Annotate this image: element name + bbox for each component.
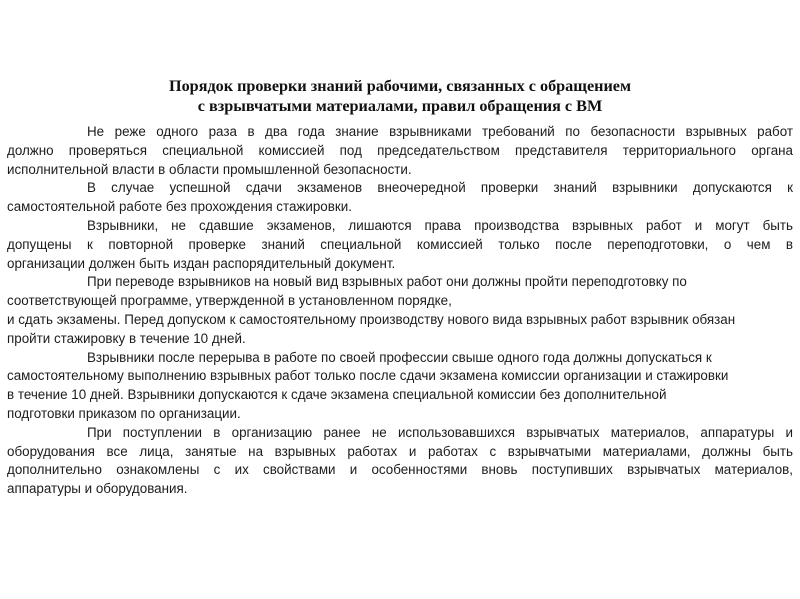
paragraph-1 (7, 123, 793, 179)
paragraph-line: организации должен быть издан распорядительный документ. (7, 255, 396, 271)
paragraph-line: аппаратуры и оборудования. (7, 481, 188, 497)
paragraph-line: При переводе взрывников на новый вид взрывных работ они должны пройти переподготовку по (87, 274, 687, 290)
paragraph-line: В случае успешной сдачи экзаменов внеочередной проверки знаний взрывники допускаются к (87, 180, 793, 196)
paragraph-line: дополнительно ознакомлены с их свойствами и особенностями вновь поступивших взрывчатых материалов, (7, 462, 793, 478)
document-body (7, 123, 793, 499)
paragraph-line: должно проверяться специальной комиссией под председательством представителя территориального органа (7, 142, 793, 158)
paragraph-line: соответствующей программе, утвержденной в установленном порядке, (7, 293, 452, 309)
paragraph-4 (7, 273, 793, 348)
paragraph-line: допущены к повторной проверке знаний специальной комиссией только после переподготовки, о чем в (7, 236, 793, 252)
paragraph-6 (7, 424, 793, 499)
title-line-1: Порядок проверки знаний рабочими, связанных с обращением (169, 77, 631, 95)
paragraph-line: и сдать экзамены. Перед допуском к самостоятельному производству нового вида взрывных работ взрывник обязан (7, 311, 736, 327)
document-title (0, 76, 800, 116)
paragraph-line: Не реже одного раза в два года знание взрывниками требований по безопасности взрывных работ (87, 124, 793, 139)
paragraph-line: исполнительной власти в области промышленной безопасности. (7, 161, 412, 177)
paragraph-line: Взрывники после перерыва в работе по своей профессии свыше одного года должны допускаться к (87, 349, 712, 365)
paragraph-line: При поступлении в организацию ранее не использовавшихся взрывчатых материалов, аппаратуры и (87, 424, 793, 440)
paragraph-3 (7, 217, 793, 273)
paragraph-5 (7, 349, 793, 424)
paragraph-line: Взрывники, не сдавшие экзаменов, лишаются права производства взрывных работ и могут быть (87, 217, 793, 233)
title-line-2: с взрывчатыми материалами, правил обращения с ВМ (197, 97, 603, 115)
paragraph-line: в течение 10 дней. Взрывники допускаются к сдаче экзамена специальной комиссии без дополнительной (7, 387, 667, 403)
paragraph-2 (7, 179, 793, 217)
paragraph-line: самостоятельному выполнению взрывных работ только после сдачи экзамена комиссии организации и стажировки (7, 368, 729, 384)
paragraph-line: пройти стажировку в течение 10 дней. (7, 330, 246, 346)
paragraph-line: подготовки приказом по организации. (7, 405, 241, 421)
paragraph-line: оборудования все лица, занятые на взрывных работах и работах с взрывчатыми материалами, должны быть (7, 443, 793, 459)
paragraph-line: самостоятельной работе без прохождения стажировки. (7, 199, 352, 215)
